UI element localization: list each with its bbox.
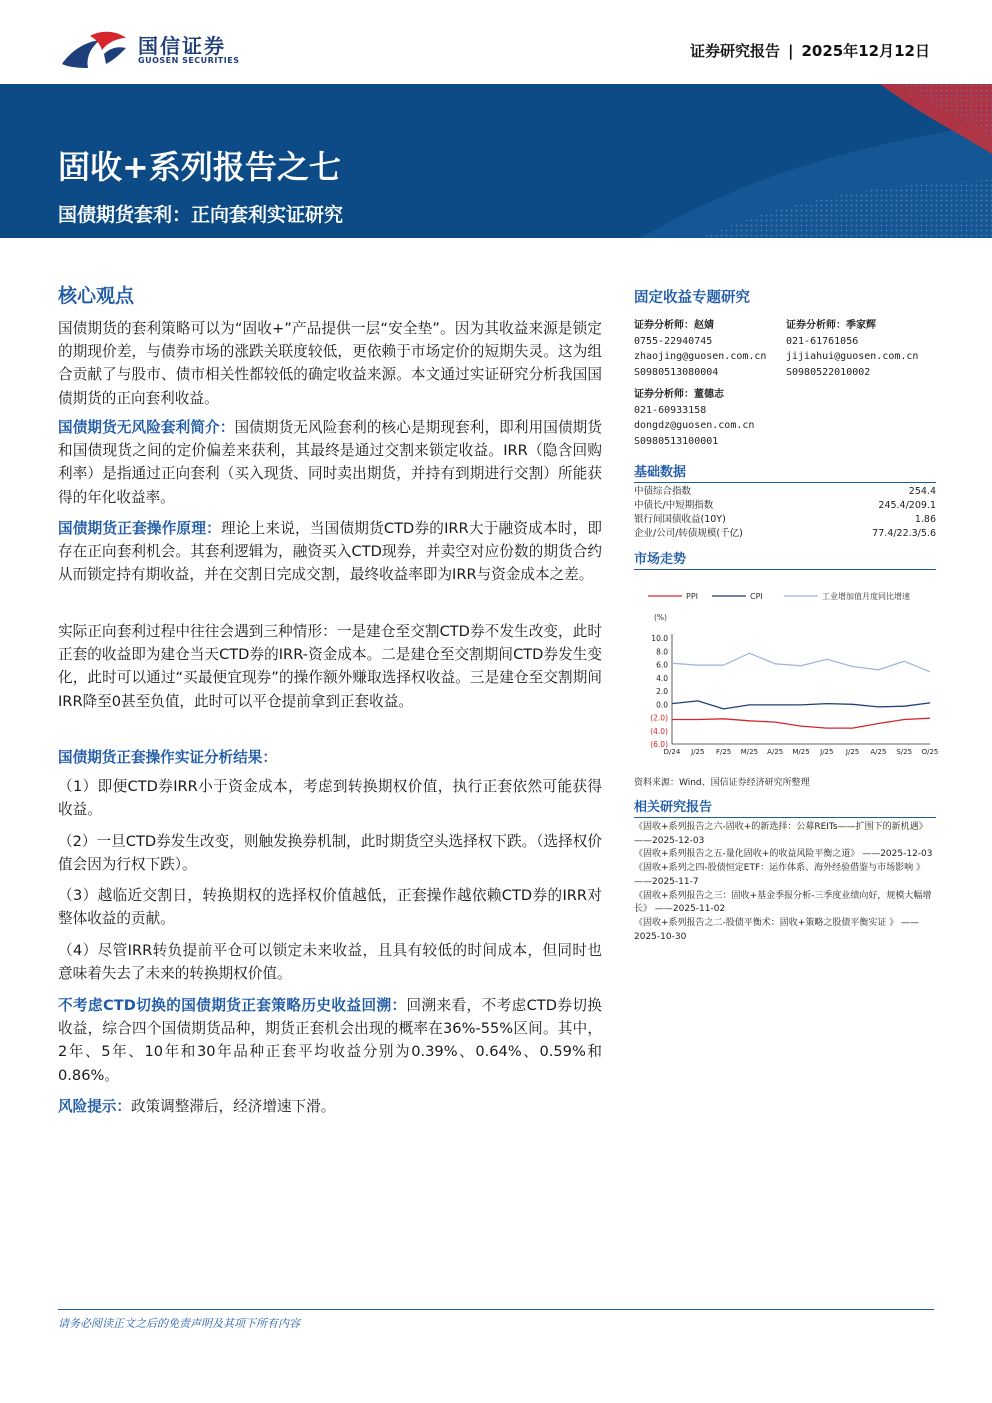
core-paragraph-4: 实际正向套利过程中往往会遇到三种情形：一是建仓至交割CTD券不发生改变，此时正套的收益即为建仓当天CTD券的IRR-资金成本。二是建仓至交割期间CTD券发生变化，此时可以通过“买最便宜现券”的操作额外赚取选择权收益。三是建仓至交割期间IRR降至0甚至负值，此时可以平仓提前拿到正套收益。 [58, 623, 602, 710]
basic-data-heading: 基础数据 [634, 461, 936, 483]
result-item-1: （1）即便CTD券IRR小于资金成本，考虑到转换期权价值，执行正套依然可能获得收益。 [58, 778, 602, 819]
x-tick-label: M/25 [792, 748, 810, 756]
series-line [672, 718, 930, 728]
result-item-3: （3）越临近交割日，转换期权的选择权价值越低，正套操作越依赖CTD券的IRR对整体收益的贡献。 [58, 887, 602, 928]
x-tick-label: A/25 [767, 748, 784, 756]
report-type: 证券研究报告 [690, 42, 781, 60]
x-tick-label: J/25 [691, 748, 705, 756]
analyst-name: 证券分析师：季家辉 [786, 320, 876, 331]
analyst-card [634, 387, 784, 449]
y-tick-label: 10.0 [651, 634, 668, 643]
paragraph-6-lead: 不考虑CTD切换的国债期货正套策略历史收益回溯： [58, 997, 407, 1014]
risk-warning-body: 政策调整滞后，经济增速下滑。 [130, 1098, 336, 1115]
legend-label: CPI [750, 592, 763, 601]
y-tick-label: 6.0 [656, 660, 668, 670]
paragraph-2-lead: 国债期货无风险套利简介： [58, 419, 235, 436]
x-tick-label: J/25 [820, 748, 834, 756]
basic-data-table [634, 485, 936, 541]
analyst-id: S0980513100001 [634, 435, 719, 447]
paragraph-2-body: 国债期货无风险套利的核心是期现套利，即利用国债期货和国债现货之间的定价偏差来获利，其最终是通过交割来锁定收益。IRR（隐含回购利率）是指通过正向套利（买入现货、同时卖出期货，并持有到期进行交割）所能获得的年化收益率。 [58, 419, 602, 506]
analyst-email: dongdz@guosen.com.cn [634, 420, 755, 431]
y-tick-label: (6.0) [650, 740, 668, 749]
x-tick-label: D/24 [663, 748, 681, 756]
analyst-id: S0980513080004 [634, 366, 719, 378]
meta-separator: | [788, 42, 794, 60]
x-tick-label: F/25 [715, 748, 732, 756]
x-tick-label: M/25 [740, 748, 759, 756]
y-tick-label: 0.0 [656, 700, 668, 710]
x-tick-label: S/25 [896, 748, 913, 756]
report-date: 2025年12月12日 [801, 42, 930, 60]
x-tick-label: A/25 [870, 748, 887, 756]
series-line [672, 701, 930, 709]
related-report-link[interactable]: 《固收+系列报告之三：固收+基金季报分析-三季度业绩向好，规模大幅增长》 ——2025-11-02 [634, 890, 932, 915]
legend-label: 工业增加值月度同比增速 [822, 592, 910, 601]
empirical-results-heading: 国债期货正套操作实证分析结果： [58, 749, 277, 766]
footer-disclaimer: 请务必阅读正文之后的免责声明及其项下所有内容 [58, 1317, 300, 1330]
result-item-2: （2）一旦CTD券发生改变，则触发换券机制，此时期货空头选择权下跌。（选择权价值会因为行权下跌）。 [58, 833, 602, 874]
related-report-link[interactable]: 《固收+系列报告之六-固收+的新选择：公募REITs——扩围下的新机遇》 ——2025-12-03 [634, 822, 928, 846]
analyst-email: jijiahui@guosen.com.cn [786, 351, 919, 362]
result-item-4: （4）尽管IRR转负提前平仓可以锁定未来收益，且具有较低的时间成本，但同时也意味着失去了未来的转换期权价值。 [58, 942, 602, 983]
analyst-name: 证券分析师：董德志 [634, 389, 724, 400]
y-tick-label: 2.0 [656, 687, 668, 696]
series-line [672, 653, 930, 672]
analyst-phone: 0755-22940745 [634, 335, 713, 347]
related-reports-heading: 相关研究报告 [634, 796, 936, 818]
row-value: 245.4/209.1 [878, 500, 936, 511]
basic-data-row [634, 513, 936, 527]
related-report-link[interactable]: 《固收+系列之四-股债恒定ETF：运作体系、海外经验借鉴与市场影响 》 ——2025-11-7 [634, 863, 926, 887]
analyst-card [634, 318, 784, 380]
paragraph-3-lead: 国债期货正套操作原理： [58, 520, 221, 537]
brand-name-en: GUOSEN SECURITIES [138, 56, 240, 65]
analyst-card [786, 318, 936, 380]
x-tick-label: O/25 [921, 748, 939, 756]
core-paragraph-1: 国债期货的套利策略可以为“固收+”产品提供一层“安全垫”。因为其收益来源是锁定的期现价差，与债券市场的涨跌关联度较低，更依赖于市场定价的短期失灵。这为组合贡献了与股市、债市相关性都较低的确定收益来源。本文通过实证研究分析我国国债期货的正向套利收益。 [58, 320, 602, 407]
core-views-heading: 核心观点 [58, 285, 135, 307]
row-value: 77.4/22.3/5.6 [872, 528, 936, 539]
row-label: 银行间国债收益(10Y) [634, 514, 726, 525]
sidebar-section-title: 固定收益专题研究 [634, 290, 750, 306]
chart-source: 资料来源：Wind、国信证券经济研究所整理 [634, 778, 810, 788]
market-trend-heading: 市场走势 [634, 548, 936, 570]
row-value: 254.4 [908, 486, 936, 497]
row-label: 中债长/中短期指数 [634, 500, 714, 511]
related-report-link[interactable]: 《固收+系列报告之二-股债平衡术：固收+策略之股债平衡实证 》 ——2025-10-30 [634, 917, 920, 942]
paragraph-3-body: 理论上来说，当国债期货CTD券的IRR大于融资成本时，即存在正向套利机会。其套利逻辑为，融资买入CTD现券，并卖空对应份数的期货合约从而锁定持有期收益，并在交割日完成交割，最终收益率即为IRR与资金成本之差。 [58, 520, 602, 584]
basic-data-row [634, 499, 936, 513]
core-paragraph-6 [58, 994, 602, 1087]
y-tick-label: (4.0) [650, 726, 668, 736]
guosen-logo-icon [60, 28, 130, 70]
report-meta [690, 40, 930, 61]
basic-data-row [634, 485, 936, 499]
analyst-name: 证券分析师：赵婧 [634, 320, 714, 331]
risk-warning [58, 1095, 602, 1118]
footer-divider [58, 1309, 934, 1310]
analyst-email: zhaojing@guosen.com.cn [634, 351, 767, 362]
row-value: 1.86 [914, 514, 936, 525]
legend-label: PPI [686, 592, 699, 601]
report-title: 固收+系列报告之七 [58, 148, 341, 186]
analyst-phone: 021-60933158 [634, 404, 707, 416]
core-paragraph-2 [58, 416, 602, 509]
core-paragraph-3 [58, 517, 602, 587]
risk-warning-lead: 风险提示： [58, 1098, 131, 1115]
paragraph-6-body: 回溯来看，不考虑CTD券切换收益，综合四个国债期货品种，期货正套机会出现的概率在36%-55%区间。其中，2年、5年、10年和30年品种正套平均收益分别为0.39%、0.64%、0.59%和0.86%。 [58, 997, 602, 1084]
analyst-id: S0980522010002 [786, 366, 871, 378]
report-subtitle: 国债期货套利：正向套利实证研究 [58, 204, 344, 226]
basic-data-row [634, 527, 936, 541]
brand-name-cn: 国信证券 [138, 34, 226, 58]
market-trend-chart [634, 584, 939, 766]
y-tick-label: (2.0) [650, 713, 668, 723]
analyst-phone: 021-61761056 [786, 335, 859, 347]
related-reports-list [634, 821, 938, 944]
x-tick-label: J/25 [845, 748, 860, 756]
y-tick-label: 8.0 [656, 647, 668, 657]
row-label: 中债综合指数 [634, 486, 692, 497]
row-label: 企业/公司/转债规模(千亿) [634, 528, 743, 539]
y-axis-unit: (%) [654, 613, 667, 622]
y-tick-label: 4.0 [656, 673, 668, 683]
related-report-link[interactable]: 《固收+系列报告之五-量化固收+的收益风险平衡之道》 ——2025-12-03 [634, 849, 933, 860]
